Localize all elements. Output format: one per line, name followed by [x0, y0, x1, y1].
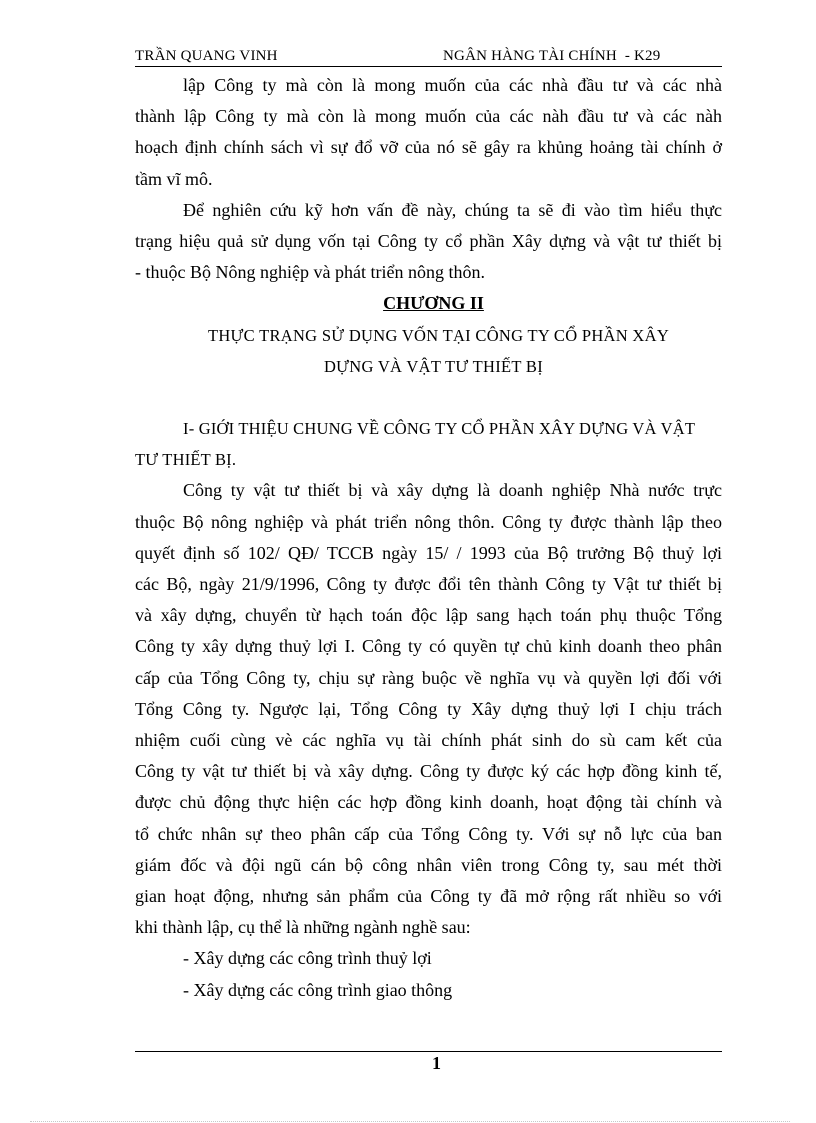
text-line: thuộc Bộ nông nghiệp và phát triển nông thôn. Công ty được thành lập theo	[135, 511, 722, 532]
chapter-title-line-2: DỰNG VÀ VẬT TƯ THIẾT BỊ	[323, 356, 544, 376]
text-line: hoạch định chính sách vì sự đổ vỡ của nó sẽ gây ra khủng hoảng tài chính ở	[135, 137, 722, 158]
text-line: lập Công ty mà còn là mong muốn của các nhà đầu tư và các nhà	[183, 75, 722, 95]
text-line: gian hoạt động, nhưng sản phẩm của Công ty đã mở rộng rất nhiều so với	[135, 886, 722, 907]
section-heading-line-2: TƯ THIẾT BỊ.	[135, 450, 237, 470]
text-line: Để nghiên cứu kỹ hơn vấn đề này, chúng ta sẽ đi vào tìm hiểu thực	[183, 199, 722, 220]
text-line: Công ty vật tư thiết bị và xây dựng là doanh nghiệp Nhà nước trực	[183, 480, 722, 501]
text-line: Tổng Công ty. Ngược lại, Tổng Công ty Xây dựng thuỷ lợi I chịu trách	[135, 698, 722, 719]
text-line: được chủ động thực hiện các hợp đồng kinh doanh, hoạt động tài chính và	[135, 792, 722, 813]
text-line: Công ty vật tư thiết bị và xây dựng. Công ty được ký các hợp đồng kinh tế,	[135, 761, 722, 782]
header-course: NGÂN HÀNG TÀI CHÍNH - K29	[443, 48, 661, 64]
text-line: giám đốc và đội ngũ cán bộ công nhân viên trong Công ty, sau mét thời	[135, 854, 722, 875]
text-line: tổ chức nhân sự theo phân cấp của Tổng Công ty. Với sự nỗ lực của ban	[135, 823, 722, 844]
text-line: thành lập Công ty mà còn là mong muốn của các nàh đầu tư và các nàh	[135, 106, 722, 127]
text-line: cấp của Tổng Công ty, chịu sự ràng buộc về nghĩa vụ và quyền lợi đối với	[135, 667, 722, 688]
chapter-label: CHƯƠNG II	[383, 293, 484, 314]
text-line: quyết định số 102/ QĐ/ TCCB ngày 15/ / 1993 của Bộ trưởng Bộ thuỷ lợi	[135, 542, 722, 563]
text-line: trạng hiệu quả sử dụng vốn tại Công ty cổ phần Xây dựng và vật tư thiết bị	[135, 231, 722, 252]
page-number: 1	[432, 1053, 441, 1073]
footer-divider	[135, 1051, 722, 1052]
text-line: các Bộ, ngày 21/9/1996, Công ty được đổi tên thành Công ty Vật tư thiết bị	[135, 574, 722, 595]
list-item: - Xây dựng các công trình giao thông	[183, 979, 453, 1000]
text-line: Công ty xây dựng thuỷ lợi I. Công ty có quyền tự chủ kinh doanh theo phân	[135, 636, 722, 657]
company-paragraph	[135, 475, 722, 943]
research-paragraph	[135, 195, 722, 289]
document-body	[135, 70, 722, 1006]
text-line: và xây dựng, chuyển từ hạch toán độc lập sang hạch toán phụ thuộc Tổng	[135, 605, 722, 626]
header-author: TRẦN QUANG VINH	[135, 48, 278, 64]
intro-paragraph	[135, 70, 722, 195]
text-line: nhiệm cuối cùng vè các nghĩa vụ tài chính phát sinh do sù cam kết của	[135, 730, 722, 751]
list-item: - Xây dựng các công trình thuỷ lợi	[183, 948, 432, 969]
page-edge-dotted-line	[30, 1121, 790, 1122]
text-line: khi thành lập, cụ thể là những ngành nghề sau:	[135, 917, 471, 938]
text-line: tầm vĩ mô.	[135, 168, 213, 189]
page-header	[135, 46, 722, 67]
text-line: - thuộc Bộ Nông nghiệp và phát triển nông thôn.	[135, 262, 485, 283]
chapter-title-line-1: THỰC TRẠNG SỬ DỤNG VỐN TẠI CÔNG TY CỔ PHẦN XÂY	[207, 325, 670, 345]
section-heading-line-1: I- GIỚI THIỆU CHUNG VỀ CÔNG TY CỔ PHẦN XÂY DỰNG VÀ VẬT	[183, 419, 696, 439]
